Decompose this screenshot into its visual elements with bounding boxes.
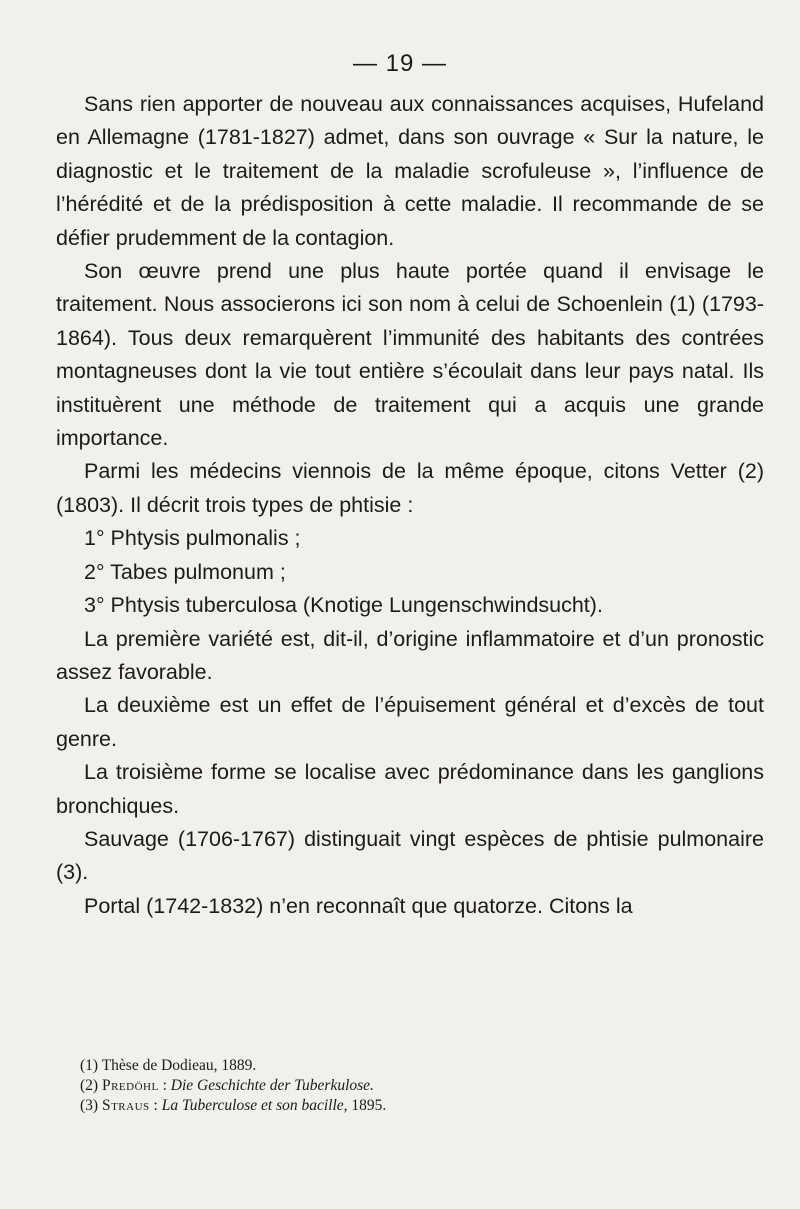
- paragraph-vetter: Parmi les médecins viennois de la même époque, citons Vetter (2) (1803). Il décrit trois types de phtisie :: [56, 459, 764, 517]
- list-item-phtysis-tuberculosa: 3° Phtysis tuberculosa (Knotige Lungenschwindsucht).: [84, 593, 603, 618]
- page-number: — 19 —: [352, 50, 448, 77]
- footnotes: [80, 1056, 760, 1116]
- list-item-tabes-pulmonum: 2° Tabes pulmonum ;: [84, 559, 286, 584]
- footnote: [80, 1056, 760, 1076]
- paragraph-third-form: La troisième forme se localise avec prédominance dans les ganglions bronchiques.: [56, 760, 764, 818]
- footnote-author: Straus: [101, 1097, 150, 1114]
- paragraph-sauvage: Sauvage (1706-1767) distinguait vingt espèces de phtisie pulmonaire (3).: [56, 826, 764, 885]
- footnote-marker: (3): [80, 1097, 99, 1114]
- paragraph-second-variety: La deuxième est un effet de l’épuisement général et d’excès de tout genre.: [56, 693, 764, 751]
- body-text: [56, 88, 764, 923]
- paragraph-hufeland: Sans rien apporter de nouveau aux connaissances acquises, Hufeland en Allemagne (1781-1827) admet, dans son ouvrage « Sur la nature, le diagnostic et le traitement de la maladie scrofuleuse », l’influence de l’hérédité et de la prédisposition à cette maladie. Il recommande de se défier prudemment de la contagion.: [56, 92, 764, 250]
- list-item-phtysis-pulmonalis: 1° Phtysis pulmonalis ;: [84, 526, 301, 551]
- footnote: (3) Straus : La Tuberculose et son bacille, 1895.: [80, 1097, 387, 1114]
- paragraph-schoenlein: Son œuvre prend une plus haute portée quand il envisage le traitement. Nous associerons ici son nom à celui de Schoenlein (1) (1793-1864). Tous deux remarquèrent l’immunité des habitants des contrées montagneuses dont la vie tout entière s’écoulait dans leur pays natal. Ils instituèrent une méthode de traitement qui a acquis une grande importance.: [56, 259, 764, 451]
- footnote-text: Thèse de Dodieau, 1889.: [101, 1057, 257, 1074]
- footnote-title: Die Geschichte der Tuberkulose.: [170, 1077, 374, 1094]
- footnote-marker: (2): [80, 1077, 99, 1094]
- footnote: (2) Predöhl : Die Geschichte der Tuberkulose.: [80, 1077, 374, 1094]
- footnote-marker: (1): [80, 1057, 99, 1074]
- paragraph-portal: Portal (1742-1832) n’en reconnaît que quatorze. Citons la: [84, 893, 633, 918]
- paragraph-first-variety: La première variété est, dit-il, d’origine inflammatoire et d’un pronostic assez favorable.: [56, 626, 764, 684]
- footnote-title: La Tuberculose et son bacille,: [161, 1097, 348, 1114]
- footnote-author: Predöhl: [101, 1077, 159, 1094]
- footnote-text: 1895.: [351, 1097, 387, 1114]
